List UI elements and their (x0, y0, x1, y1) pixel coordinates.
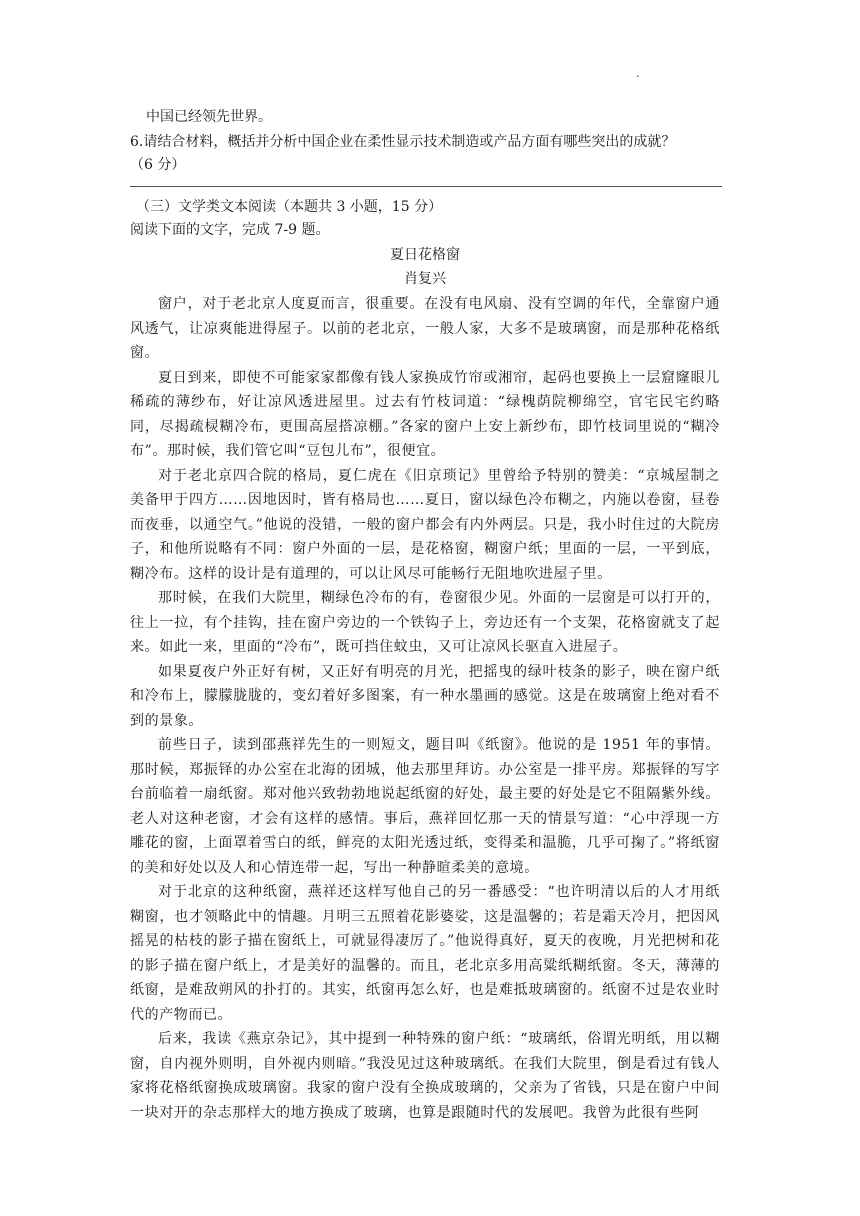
paragraph-5: 如果夏夜户外正好有树，又正好有明亮的月光，把摇曳的绿叶枝条的影子，映在窗户纸和冷布上，朦朦胧胧的，变幻着好多图案，有一种水墨画的感觉。这是在玻璃窗上绝对看不到的景象。 (130, 663, 720, 729)
section-instruction: 阅读下面的文字，完成 7-9 题。 (130, 222, 330, 238)
paragraph-4: 那时候，在我们大院里，糊绿色冷布的有，卷窗很少见。外面的一层窗是可以打开的，往上一拉，有个挂钩，挂在窗户旁边的一个铁钩子上，旁边还有一个支架，花格窗就支了起来。如此一来，里面的“冷布”，既可挡住蚊虫，又可让凉风长驱直入进屋子。 (130, 590, 720, 655)
paragraph-7: 对于北京的这种纸窗，燕祥还这样写他自己的另一番感受：“也许明清以后的人才用纸糊窗，也才领略此中的情趣。月明三五照着花影婆娑，这是温馨的；若是霜天冷月，把因风摇晃的枯枝的影子描在窗纸上，可就显得凄厉了。”他说得真好，夏天的夜晚，月光把树和花的影子描在窗户纸上，才是美好的温馨的。而且，老北京多用高粱纸糊纸窗。冬天，薄薄的纸窗，是难敌朔风的扑打的。其实，纸窗再怎么好，也是难抵玻璃窗的。纸窗不过是农业时代的产物而已。 (130, 884, 720, 1023)
paragraph-3: 对于老北京四合院的格局，夏仁虎在《旧京琐记》里曾给予特别的赞美：“京城屋制之美备甲于四方……因地因时，皆有格局也……夏日，窗以绿色冷布糊之，内施以卷窗，昼卷而夜垂，以通空气。”他说的没错，一般的窗户都会有内外两层。只是，我小时住过的大院房子，和他所说略有不同：窗户外面的一层，是花格窗，糊窗户纸；里面的一层，一平到底，糊冷布。这样的设计是有道理的，可以让风尽可能畅行无阻地吹进屋子里。 (130, 467, 720, 582)
paragraph-6: 前些日子，读到邵燕祥先生的一则短文，题目叫《纸窗》。他说的是 1951 年的事情。那时候，郑振铎的办公室在北海的团城，他去那里拜访。办公室是一排平房。郑振铎的写字台前临着一扇纸窗。郑对他兴致勃勃地说起纸窗的好处，最主要的好处是它不阻隔紫外线。老人对这种老窗，才会有这样的感情。事后，燕祥回忆那一天的情景写道：“心中浮现一方雕花的窗，上面罩着雪白的纸，鲜亮的太阳光透过纸，变得柔和温脆，几乎可掬了。”将纸窗的美和好处以及人和心情连带一起，写出一种静暄柔美的意境。 (130, 737, 720, 876)
header-mark: . (636, 66, 640, 80)
section-heading: （三）文学类文本阅读（本题共 3 小题，15 分） (136, 199, 443, 215)
article-title: 夏日花格窗 (390, 247, 460, 263)
article-author: 肖复兴 (404, 271, 446, 287)
paragraph-1: 窗户，对于老北京人度夏而言，很重要。在没有电风扇、没有空调的年代，全靠窗户通风透气，让凉爽能进得屋子。以前的老北京，一般人家，大多不是玻璃窗，而是那种花格纸窗。 (130, 296, 720, 361)
paragraph-2: 夏日到来，即使不可能家家都像有钱人家换成竹帘或湘帘，起码也要换上一层窟窿眼儿稀疏的薄纱布，好让凉风透进屋里。过去有竹枝词道：“绿槐荫院柳绵空，官宅民宅约略同，尽揭疏棂糊冷布，更围高屋搭凉棚。”各家的窗户上安上新纱布，即竹枝词里说的“糊冷布”。那时候，我们管它叫“豆包儿布”，很便宜。 (130, 369, 720, 459)
article-body (130, 292, 720, 1125)
question-6: 6.请结合材料，概括并分析中国企业在柔性显示技术制造或产品方面有哪些突出的成就？ (130, 134, 676, 150)
previous-answer-line: 中国已经领先世界。 (146, 109, 272, 125)
paragraph-8: 后来，我读《燕京杂记》，其中提到一种特殊的窗户纸：“玻璃纸，俗谓光明纸，用以糊窗，自内视外则明，自外视内则暗。”我没见过这种玻璃纸。在我们大院里，倒是看过有钱人家将花格纸窗换成玻璃窗。我家的窗户没有全换成玻璃的，父亲为了省钱，只是在窗户中间一块对开的杂志那样大的地方换成了玻璃，也算是跟随时代的发展吧。我曾为此很有些阿 (130, 1031, 720, 1121)
section-divider (130, 186, 722, 187)
question-6-score: （6 分） (130, 157, 186, 173)
